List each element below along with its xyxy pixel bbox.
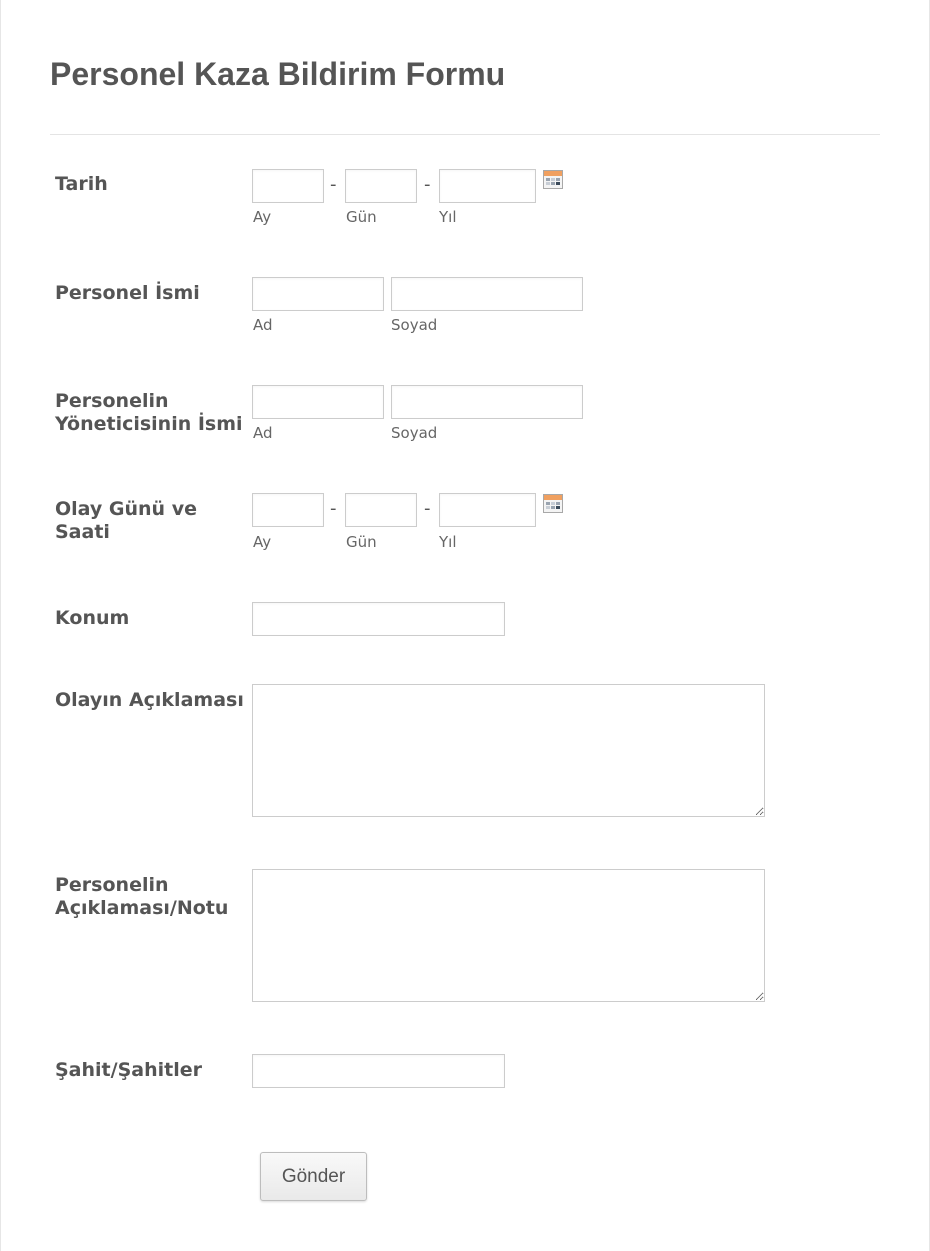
olay-month-input[interactable] <box>252 493 324 527</box>
personel-last-name-input[interactable] <box>391 277 583 311</box>
form-title: Personel Kaza Bildirim Formu <box>50 56 506 92</box>
calendar-icon[interactable] <box>543 170 563 189</box>
label-line: Saati <box>55 521 110 543</box>
yonetici-first-name-input[interactable] <box>252 385 384 419</box>
konum-input[interactable] <box>252 602 505 636</box>
tarih-label: Tarih <box>55 173 108 195</box>
olay-aciklamasi-textarea[interactable] <box>252 684 765 817</box>
label-line: Yöneticisinin İsmi <box>55 413 243 435</box>
yonetici-ismi-label <box>55 390 243 436</box>
label-line: Açıklaması/Notu <box>55 897 229 919</box>
personel-first-name-input[interactable] <box>252 277 384 311</box>
personel-ismi-label: Personel İsmi <box>55 282 200 304</box>
label-line: Personelin <box>55 874 169 896</box>
tarih-month-sublabel: Ay <box>253 208 272 226</box>
olay-aciklamasi-label: Olayın Açıklaması <box>55 689 244 711</box>
olay-year-input[interactable] <box>439 493 536 527</box>
tarih-year-sublabel: Yıl <box>439 208 457 226</box>
calendar-icon[interactable] <box>543 494 563 513</box>
konum-label: Konum <box>55 607 130 629</box>
tarih-day-sublabel: Gün <box>346 208 377 226</box>
personel-aciklamasi-label <box>55 874 228 920</box>
olay-year-sublabel: Yıl <box>439 533 457 551</box>
label-line: Olay Günü ve <box>55 498 197 520</box>
date-dash: - <box>424 174 431 195</box>
olay-gunu-label <box>55 498 197 544</box>
tarih-year-input[interactable] <box>439 169 536 203</box>
sahitler-input[interactable] <box>252 1054 505 1088</box>
yonetici-last-name-input[interactable] <box>391 385 583 419</box>
tarih-day-input[interactable] <box>345 169 417 203</box>
tarih-month-input[interactable] <box>252 169 324 203</box>
yonetici-first-sublabel: Ad <box>253 424 273 442</box>
submit-button[interactable]: Gönder <box>260 1152 367 1201</box>
date-dash: - <box>424 498 431 519</box>
date-dash: - <box>330 174 337 195</box>
title-divider <box>50 134 880 135</box>
olay-day-sublabel: Gün <box>346 533 377 551</box>
olay-month-sublabel: Ay <box>253 533 272 551</box>
personel-last-sublabel: Soyad <box>391 316 438 334</box>
personel-aciklamasi-textarea[interactable] <box>252 869 765 1002</box>
sahitler-label: Şahit/Şahitler <box>55 1059 202 1081</box>
yonetici-last-sublabel: Soyad <box>391 424 438 442</box>
olay-day-input[interactable] <box>345 493 417 527</box>
date-dash: - <box>330 498 337 519</box>
personel-first-sublabel: Ad <box>253 316 273 334</box>
label-line: Personelin <box>55 390 169 412</box>
